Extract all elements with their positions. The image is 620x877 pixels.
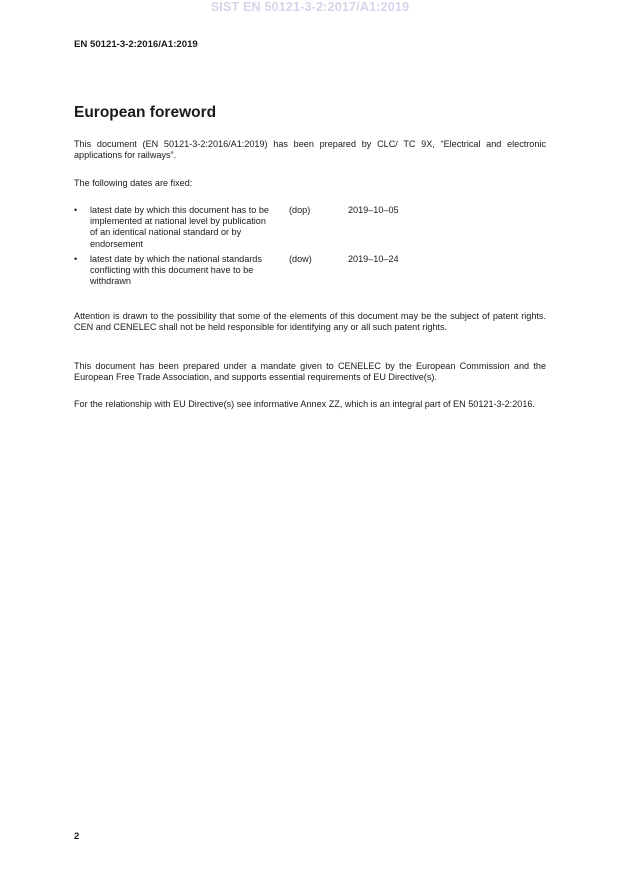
section-title: European foreword [74, 104, 217, 121]
date-description: latest date by which the national standards conflicting with this document have to be withdrawn [90, 253, 262, 287]
patent-paragraph: Attention is drawn to the possibility that some of the elements of this document may be the subject of patent rights. CEN and CENELEC shall not be held responsible for identifying any or all such patent rights. [74, 311, 546, 333]
date-abbreviation: (dow) [289, 253, 312, 264]
bullet-icon: • [74, 205, 78, 215]
relationship-paragraph: For the relationship with EU Directive(s) see informative Annex ZZ, which is an integral part of EN 50121-3-2:2016. [74, 399, 535, 409]
dates-intro-paragraph: The following dates are fixed: [74, 178, 193, 188]
date-description: latest date by which this document has to be implemented at national level by publication of an identical national standard or by endorsement [90, 205, 269, 249]
date-value: 2019–10–24 [348, 253, 399, 264]
dates-list [74, 205, 546, 291]
date-abbreviation: (dop) [289, 205, 311, 215]
watermark: SIST EN 50121-3-2:2017/A1:2019 [210, 0, 410, 14]
page-number: 2 [74, 831, 80, 842]
intro-paragraph: This document (EN 50121-3-2:2016/A1:2019) has been prepared by CLC/ TC 9X, “Electrical and electronic applications for railways”. [74, 139, 546, 161]
date-item-dop [74, 205, 546, 250]
date-value: 2019–10–05 [348, 205, 399, 215]
date-item-dow [74, 254, 546, 288]
document-id-header: EN 50121-3-2:2016/A1:2019 [74, 39, 198, 50]
mandate-paragraph: This document has been prepared under a mandate given to CENELEC by the European Commission and the European Free Trade Association, and supports essential requirements of EU Directive(s). [74, 361, 546, 383]
bullet-icon: • [74, 253, 78, 264]
